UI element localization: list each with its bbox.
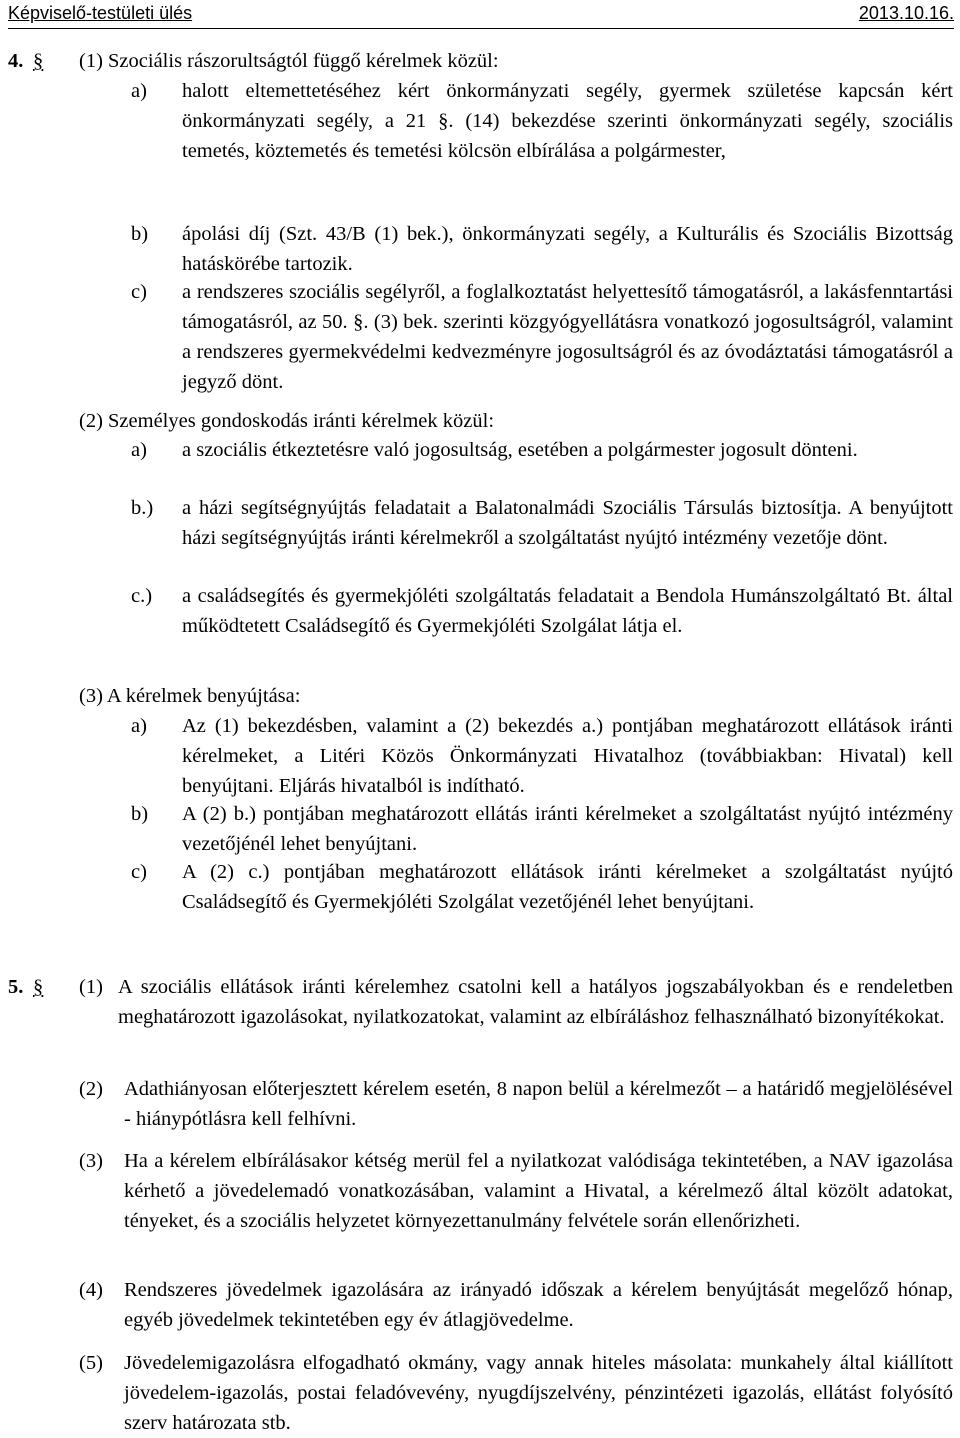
paragraph-5-1-text: A szociális ellátások iránti kérelemhez csatolni kell a hatályos jogszabályokban és e rendeletben meghatározott igazolásokat, nyilatkozatokat, valamint az elbíráláshoz felhasználható bizonyítékokat. (118, 976, 953, 1028)
paragraph-5-4-text: Rendszeres jövedelmek igazolására az irányadó időszak a kérelem benyújtását megelőző hónap, egyéb jövedelmek tekintetében egy év átlagjövedelme. (124, 1279, 953, 1331)
paragraph-4-2-title: (2) Személyes gondoskodás iránti kérelmek közül: (79, 410, 495, 432)
document-title: Képviselő-testületi ülés (8, 3, 193, 23)
section-5-sign: § (33, 976, 44, 998)
item-4-2-a-text: a szociális étkeztetésre való jogosultság, esetében a polgármester jogosult dönteni. (182, 439, 858, 461)
item-4-2-b-label: b.) (131, 497, 154, 519)
section-5-number: 5. (8, 976, 24, 998)
item-4-3-b-text: A (2) b.) pontjában meghatározott ellátás iránti kérelmeket a szolgáltatást nyújtó intézmény vezetőjénél lehet benyújtani. (182, 803, 953, 855)
item-4-3-c-text: A (2) c.) pontjában meghatározott ellátások iránti kérelmeket a szolgáltatást nyújtó Családsegítő és Gyermekjóléti Szolgálat vezetőjénél lehet benyújtani. (182, 861, 953, 913)
item-4-3-a-label: a) (131, 715, 147, 737)
item-4-1-b-text: ápolási díj (Szt. 43/B (1) bek.), önkormányzati segély, a Kulturális és Szociális Bizottság hatáskörébe tartozik. (182, 223, 953, 275)
item-4-2-c-label: c.) (131, 585, 153, 607)
paragraph-5-5-label: (5) (79, 1352, 103, 1374)
paragraph-5-4-label: (4) (79, 1279, 103, 1301)
item-4-3-a-text: Az (1) bekezdésben, valamint a (2) bekezdés a.) pontjában meghatározott ellátások iránti kérelmeket, a Litéri Közös Önkormányzati Hivatalhoz (továbbiakban: Hivatal) kell benyújtani. Eljárás hivatalból is indítható. (182, 715, 953, 797)
page-header (8, 0, 954, 29)
paragraph-4-1-title: (1) Szociális rászorultságtól függő kérelmek közül: (79, 50, 499, 72)
item-4-3-b-label: b) (131, 803, 149, 825)
item-4-1-a-label: a) (131, 80, 147, 102)
item-4-2-b-text: a házi segítségnyújtás feladatait a Balatonalmádi Szociális Társulás biztosítja. A benyújtott házi segítségnyújtás iránti kérelmekről a szolgáltatást nyújtó intézmény vezetője dönt. (182, 497, 953, 549)
section-4-sign: § (33, 50, 44, 72)
item-4-3-c-label: c) (131, 861, 147, 883)
document-date: 2013.10.16. (858, 3, 954, 23)
paragraph-4-3-title: (3) A kérelmek benyújtása: (79, 685, 301, 707)
item-4-1-c-label: c) (131, 281, 147, 303)
paragraph-5-1-label: (1) (79, 976, 103, 998)
paragraph-5-5-text: Jövedelemigazolásra elfogadható okmány, vagy annak hiteles másolata: munkahely által kiállított jövedelem-igazolás, postai feladóvevény, nyugdíjszelvény, pénzintézeti igazolás, ellátást folyósító szerv határozata stb. (124, 1352, 953, 1434)
paragraph-5-2-text: Adathiányosan előterjesztett kérelem esetén, 8 napon belül a kérelmezőt – a határidő megjelölésével - hiánypótlásra kell felhívni. (124, 1078, 953, 1130)
item-4-2-c-text: a családsegítés és gyermekjóléti szolgáltatás feladatait a Bendola Humánszolgáltató Bt. által működtetett Családsegítő és Gyermekjóléti Szolgálat látja el. (182, 585, 953, 637)
section-4-number: 4. (8, 50, 24, 72)
paragraph-5-2-label: (2) (79, 1078, 103, 1100)
paragraph-5-3-label: (3) (79, 1150, 103, 1172)
item-4-1-a-text: halott eltemettetéséhez kért önkormányzati segély, gyermek születése kapcsán kért önkormányzati segély, a 21 §. (14) bekezdése szerinti önkormányzati segély, szociális temetés, köztemetés és temetési kölcsön elbírálása a polgármester, (182, 80, 953, 162)
item-4-1-c-text: a rendszeres szociális segélyről, a foglalkoztatást helyettesítő támogatásról, a lakásfenntartási támogatásról, az 50. §. (3) bek. szerinti közgyógyellátásra vonatkozó jogosultságról, valamint a rendszeres gyermekvédelmi kedvezményre jogosultságról és az óvodáztatási támogatásról a jegyző dönt. (182, 281, 953, 393)
paragraph-5-3-text: Ha a kérelem elbírálásakor kétség merül fel a nyilatkozat valódisága tekintetében, a NAV igazolása kérhető a jövedelemadó vonatkozásában, valamint a Hivatal, a kérelmező által közölt adatokat, tényeket, és a szociális helyzetet környezettanulmány felvétele során ellenőrizheti. (124, 1150, 953, 1232)
item-4-1-b-label: b) (131, 223, 149, 245)
item-4-2-a-label: a) (131, 439, 147, 461)
